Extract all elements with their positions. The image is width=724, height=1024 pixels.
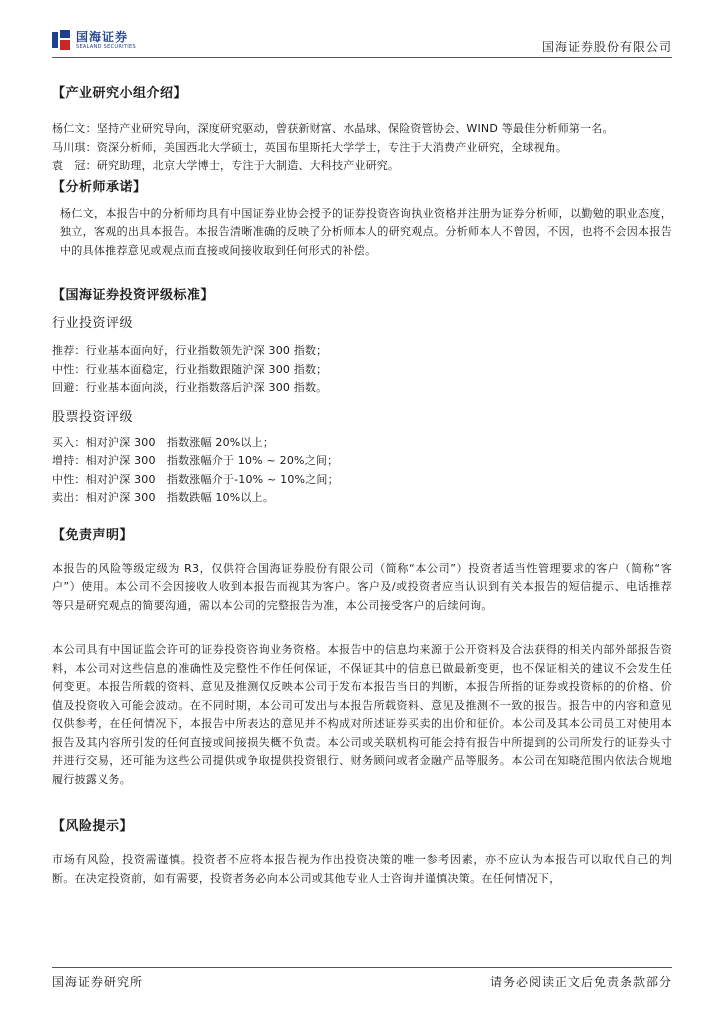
stock-rating-row: 增持：相对沪深 300 指数涨幅介于 10% ~ 20%之间； (52, 454, 339, 467)
footer-divider (52, 967, 672, 968)
commitment-section-title: 【分析师承诺】 (52, 179, 147, 195)
disclaimer-paragraph-2: 本公司具有中国证监会许可的证券投资咨询业务资格。本报告中的信息均来源于公开资料及合法获得的相关内部外部报告资料，本公司对这些信息的准确性及完整性不作任何保证，不保证其中的信息已做最新变更，也不保证相关的建议不会发生任何变更。本报告所载的资料、意见及推测仅反映本公司于发布本报告当日的判断，本报告所指的证券或投资标的的价格、价值及投资收入可能会波动。在不同时期，本公司可发出与本报告所载资料、意见及推测不一致的报告。报告中的内容和意见仅供参考，在任何情况下，本报告中所表达的意见并不构成对所述证券买卖的出价和征价。本公司及其本公司员工对使用本报告及其内容所引发的任何直接或间接损失概不负责。本公司或关联机构可能会持有报告中所提到的公司所发行的证券头寸并进行交易，还可能为这些公司提供或争取提供投资银行、财务顾问或者金融产品等服务。本公司在知晓范围内依法合规地履行披露义务。 (52, 643, 672, 786)
stock-rating-row: 买入：相对沪深 300 指数涨幅 20%以上； (52, 435, 275, 449)
team-member-2: 马川琪：资深分析师，美国西北大学硕士，英国布里斯托大学学士，专注于大消费产业研究，全球视角。 (52, 140, 568, 154)
rating-section-title: 【国海证券投资评级标准】 (52, 288, 215, 303)
team-member-1: 杨仁文：坚持产业研究导向，深度研究驱动，曾获新财富、水晶球、保险资管协会、WIND 等最佳分析师第一名。 (52, 122, 614, 135)
risk-section-title: 【风险提示】 (52, 819, 134, 834)
header-divider (52, 57, 672, 58)
header-company-name: 国海证券股份有限公司 (541, 40, 672, 54)
commitment-text: 杨仁文，本报告中的分析师均具有中国证券业协会授予的证券投资咨询执业资格并注册为证券分析师，以勤勉的职业态度，独立，客观的出具本报告。本报告清晰准确的反映了分析师本人的研究观点。分析师本人不曾因，不因，也将不会因本报告中的具体推荐意见或观点而直接或间接收取到任何形式的补偿。 (60, 206, 672, 257)
team-member-3: 袁 冠：研究助理，北京大学博士，专注于大制造、大科技产业研究。 (52, 159, 400, 172)
industry-rating-row: 推荐：行业基本面向好，行业指数领先沪深 300 指数； (52, 344, 328, 357)
stock-rating-title: 股票投资评级 (52, 409, 134, 425)
page-content (52, 84, 672, 888)
industry-rating-row: 回避：行业基本面向淡，行业指数落后沪深 300 指数。 (52, 381, 328, 394)
team-section-title: 【产业研究小组介绍】 (52, 86, 188, 101)
page-header (52, 30, 672, 56)
disclaimer-section-title: 【免责声明】 (52, 527, 134, 543)
footer-institute: 国海证券研究所 (52, 975, 144, 989)
logo-cn-text: 国海证券 (76, 29, 129, 44)
footer-notice: 请务必阅读正文后免责条款部分 (489, 975, 672, 989)
industry-rating-row: 中性：行业基本面稳定，行业指数跟随沪深 300 指数； (52, 362, 328, 376)
logo-en-text: SEALAND SECURITIES (76, 43, 136, 50)
logo-icon (52, 30, 72, 50)
risk-text: 市场有风险，投资需谨慎。投资者不应将本报告视为作出投资决策的唯一参考因素，亦不应认为本报告可以取代自己的判断。在决定投资前，如有需要，投资者务必向本公司或其他专业人士咨询并谨慎决策。在任何情况下， (52, 853, 672, 885)
stock-rating-row: 卖出：相对沪深 300 指数跌幅 10%以上。 (52, 491, 275, 504)
industry-rating-title: 行业投资评级 (52, 316, 134, 331)
stock-rating-row: 中性：相对沪深 300 指数涨幅介于-10% ~ 10%之间； (52, 472, 339, 486)
company-logo (52, 30, 136, 50)
disclaimer-paragraph-1: 本报告的风险等级定级为 R3，仅供符合国海证券股份有限公司（简称“本公司”）投资者适当性管理要求的客户（简称“客户”）使用。本公司不会因接收人收到本报告而视其为客户。客户及/或投资者应当认识到有关本报告的短信提示、电话推荐等只是研究观点的简要沟通，需以本公司的完整报告为准，本公司接受客户的后续问询。 (52, 561, 672, 612)
